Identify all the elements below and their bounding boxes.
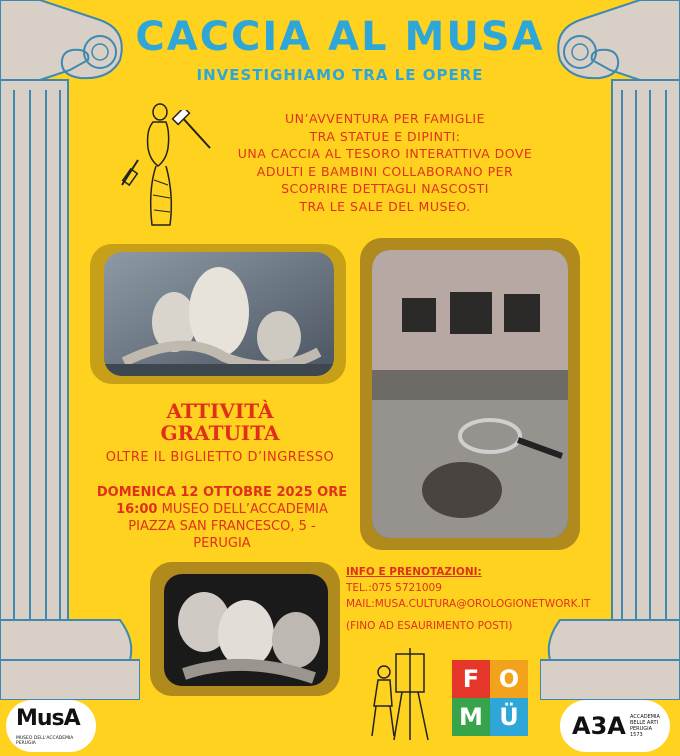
activity-line-1: ATTIVITÀ (166, 399, 274, 423)
info-note: (FINO AD ESAURIMENTO POSTI) (346, 620, 513, 632)
painter-icon (362, 644, 438, 744)
intro-line: SCOPRIRE DETTAGLI NASCOSTI (281, 181, 489, 196)
intro-line: TRA STATUE E DIPINTI: (309, 128, 461, 144)
info-tel[interactable]: TEL.:075 5721009 (346, 582, 442, 594)
fomu-tile-o: O (490, 660, 528, 698)
info-heading: INFO E PRENOTAZIONI: (346, 566, 482, 578)
event-place: MUSEO DELL’ACCADEMIA (157, 502, 328, 517)
aba-logo-caption: ACCADEMIA BELLE ARTI PERUGIA 1573 (630, 714, 660, 738)
event-time: 16:00 (116, 502, 158, 517)
laocoon-photo (104, 252, 334, 376)
info-mail[interactable]: MAIL:MUSA.CULTURA@OROLOGIONETWORK.IT (346, 598, 591, 610)
aba-logo-text: A3A (572, 712, 626, 740)
graces-photo (164, 574, 328, 686)
hammer-icon (170, 110, 220, 155)
page-title: CACCIA AL MUSA (135, 14, 545, 60)
activity-heading (90, 400, 350, 444)
intro-line: TRA LE SALE DEL MUSEO. (299, 198, 471, 214)
page-subtitle: INVESTIGHIAMO TRA LE OPERE (196, 66, 484, 84)
fomu-tile-u: Ü (490, 698, 528, 736)
aba-logo (560, 700, 670, 752)
info-block (346, 564, 590, 634)
fomu-tile-f: F (452, 660, 490, 698)
musa-logo-text: MusA (16, 706, 80, 731)
activity-line-2: GRATUITA (160, 421, 280, 445)
musa-logo-caption: MUSEO DELL'ACCADEMIA PERUGIA (16, 736, 74, 746)
fomu-logo (452, 660, 528, 736)
intro-line: UNA CACCIA AL TESORO INTERATTIVA DOVE (237, 146, 533, 161)
event-city: PERUGIA (193, 536, 251, 551)
museum-photo (372, 250, 568, 538)
musa-logo (6, 700, 96, 752)
activity-note: OLTRE IL BIGLIETTO D’INGRESSO (105, 450, 335, 465)
intro-line: ADULTI E BAMBINI COLLABORANO PER (256, 163, 514, 179)
intro-line: UN’AVVENTURA PER FAMIGLIE (285, 111, 485, 126)
intro-text (225, 110, 545, 215)
fomu-tile-m: M (452, 698, 490, 736)
event-details (82, 484, 362, 552)
event-address: PIAZZA SAN FRANCESCO, 5 - (128, 519, 316, 534)
event-date: DOMENICA 12 OTTOBRE 2025 ORE (96, 485, 348, 500)
